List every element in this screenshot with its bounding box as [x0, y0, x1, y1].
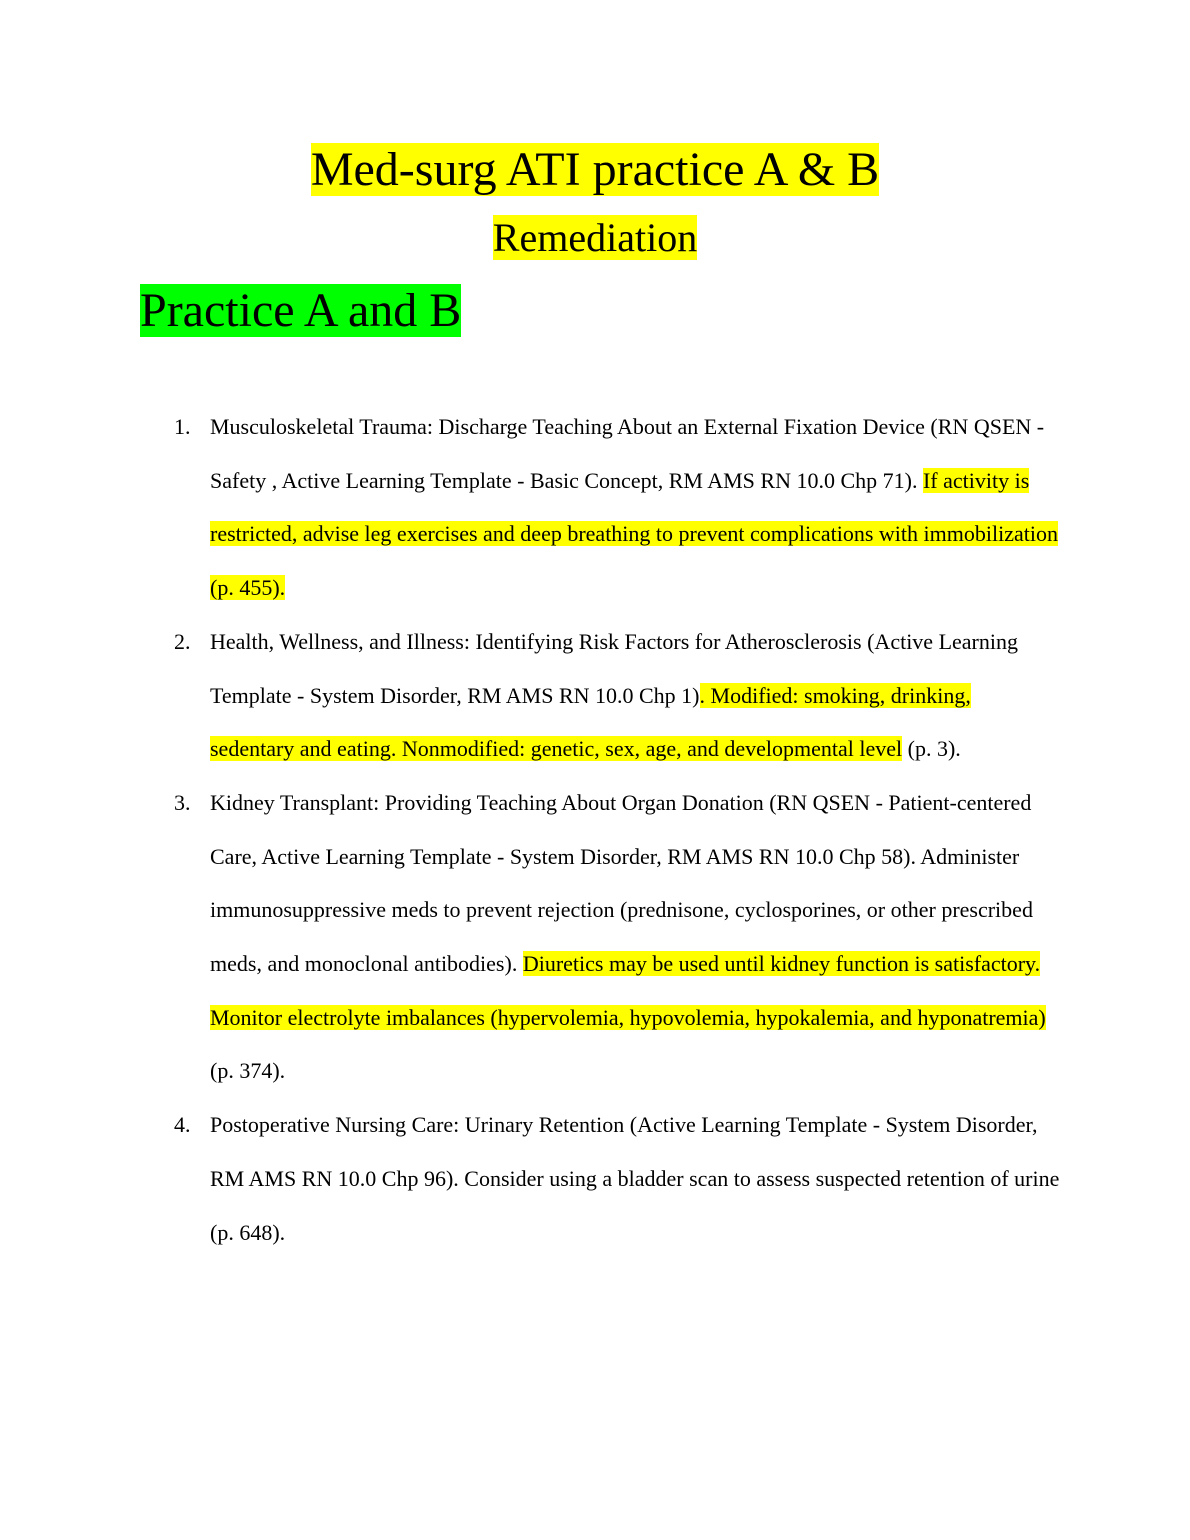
list-item [0, 400, 1190, 615]
list-item [0, 776, 1190, 1098]
item-highlighted-text: Diuretics may be used until kidney function is satisfactory. Monitor electrolyte imbalances (hypervolemia, hypovolemia, hypokalemia, and hyponatremia) [210, 951, 1046, 1030]
item-plain-text: Postoperative Nursing Care: Urinary Retention (Active Learning Template - System Disorder, RM AMS RN 10.0 Chp 96). Consider using a bladder scan to assess suspected retention of urine (p. 648). [210, 1112, 1060, 1245]
section-heading-text: Practice A and B [140, 284, 462, 337]
item-plain-text: Health, Wellness, and Illness: Identifying Risk Factors for Atherosclerosis (Active Learning Template - System Disorder, RM AMS RN 10.0 Chp 1) [210, 628, 1018, 708]
subtitle-text: Remediation [492, 215, 698, 260]
item-plain-text: Musculoskeletal Trauma: Discharge Teaching About an External Fixation Device (RN QSEN - Safety , Active Learning Template - Basic Concept, RM AMS RN 10.0 Chp 71). [210, 414, 1045, 493]
list-item [0, 1098, 1190, 1259]
list-item-text [210, 400, 1060, 615]
list-item-number: 2. [174, 628, 191, 654]
document-subtitle [0, 212, 1190, 264]
document-title [0, 140, 1190, 200]
list-item-text [210, 1098, 1060, 1259]
item-plain-text-tail: (p. 3). [902, 736, 961, 762]
list-item-number: 3. [174, 789, 191, 815]
title-text: Med-surg ATI practice A & B [310, 143, 880, 196]
item-highlighted-text: . Modified: smoking, drinking, sedentary and eating. Nonmodified: genetic, sex, age, and developmental level [210, 682, 971, 762]
list-item-text [210, 615, 1060, 776]
list-item [0, 615, 1190, 776]
item-plain-text-tail: (p. 374). [210, 1058, 286, 1084]
remediation-list [0, 400, 1190, 1259]
list-item-number: 4. [174, 1112, 191, 1138]
list-item-number: 1. [174, 414, 191, 439]
item-highlighted-text: If activity is restricted, advise leg exercises and deep breathing to prevent complications with immobilization (p. 455). [210, 467, 1058, 601]
item-plain-text: Kidney Transplant: Providing Teaching About Organ Donation (RN QSEN - Patient-centered Care, Active Learning Template - System Disorder, RM AMS RN 10.0 Chp 58). Administer immunosuppressive meds to prevent rejection (prednisone, cyclosporines, or other prescribed meds, and monoclonal antibodies). [210, 789, 1033, 977]
section-heading [140, 280, 461, 342]
list-item-text [210, 776, 1060, 1098]
